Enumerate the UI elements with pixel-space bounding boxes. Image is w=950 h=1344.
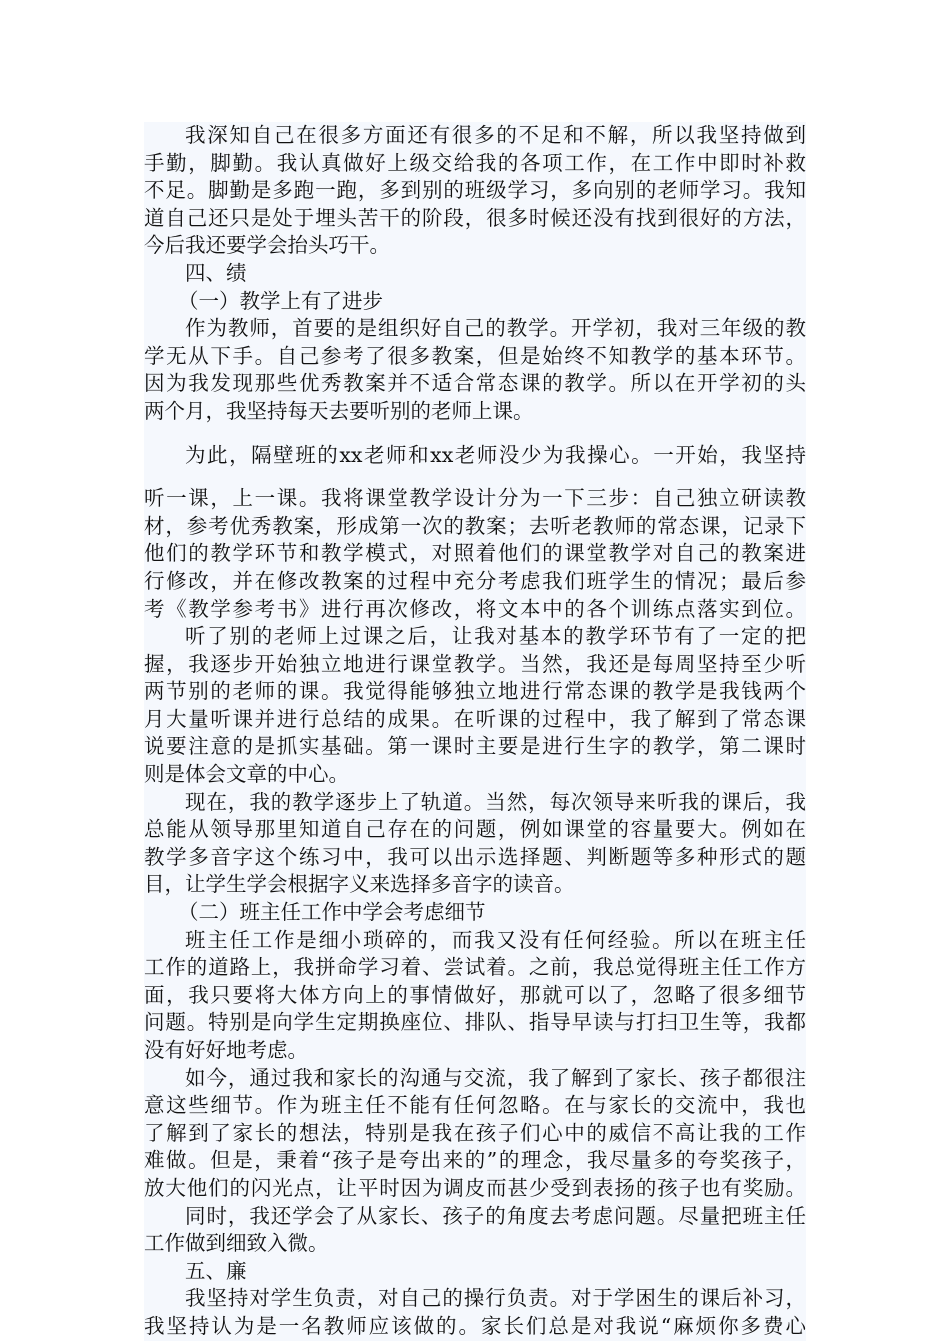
text-line: 材，参考优秀教案，形成第一次的教案；去听老教师的常态课，记录下 — [144, 513, 806, 538]
text-line: 不足。脚勤是多跑一跑，多到别的班级学习，多向别的老师学习。我知 — [144, 178, 806, 203]
text-line: 我坚持对学生负责，对自己的操行负责。对于学困生的课后补习， — [185, 1286, 806, 1311]
text-line: 如今，通过我和家长的沟通与交流，我了解到了家长、孩子都很注 — [185, 1065, 806, 1090]
text-line: 为此，隔壁班的xx老师和xx老师没少为我操心。一开始，我坚持 — [185, 442, 806, 467]
text-line: 放大他们的闪光点，让平时因为调皮而甚少受到表扬的孩子也有奖励。 — [144, 1175, 806, 1200]
text-line: 了解到了家长的想法，特别是我在孩子们心中的威信不高让我的工作 — [144, 1120, 806, 1145]
text-line: 他们的教学环节和教学模式，对照着他们的课堂教学对自己的教案进 — [144, 541, 806, 566]
text-line: 教学多音字这个练习中，我可以出示选择题、判断题等多种形式的题 — [144, 844, 806, 869]
text-line: 今后我还要学会抬头巧干。 — [144, 233, 390, 258]
text-line: 同时，我还学会了从家长、孩子的角度去考虑问题。尽量把班主任 — [185, 1203, 806, 1228]
text-line: 道自己还只是处于埋头苦干的阶段，很多时候还没有找到很好的方法， — [144, 205, 806, 230]
text-line: 四、绩 — [185, 260, 247, 285]
text-line: （一）教学上有了进步 — [178, 288, 383, 313]
text-line: 手勤，脚勤。我认真做好上级交给我的各项工作，在工作中即时补救 — [144, 150, 806, 175]
text-line: 行修改，并在修改教案的过程中充分考虑我们班学生的情况；最后参 — [144, 568, 806, 593]
text-line: 总能从领导那里知道自己存在的问题，例如课堂的容量要大。例如在 — [144, 817, 806, 842]
text-line: 说要注意的是抓实基础。第一课时主要是进行生字的教学，第二课时 — [144, 734, 806, 759]
text-line: 因为我发现那些优秀教案并不适合常态课的教学。所以在开学初的头 — [144, 371, 806, 396]
text-line: 我深知自己在很多方面还有很多的不足和不解，所以我坚持做到 — [185, 123, 806, 147]
text-line: 意这些细节。作为班主任不能有任何忽略。在与家长的交流中，我也 — [144, 1093, 806, 1118]
text-line: 工作的道路上，我拼命学习着、尝试着。之前，我总觉得班主任工作方 — [144, 955, 806, 980]
text-line: 听了别的老师上过课之后，让我对基本的教学环节有了一定的把 — [185, 624, 806, 649]
text-line: （二）班主任工作中学会考虑细节 — [178, 900, 486, 925]
text-line: 作为教师，首要的是组织好自己的教学。开学初，我对三年级的教 — [185, 316, 806, 341]
text-line: 目，让学生学会根据字义来选择多音字的读音。 — [144, 872, 575, 897]
text-line: 听一课，上一课。我将课堂教学设计分为一下三步：自己独立研读教 — [144, 486, 806, 511]
text-line: 面，我只要将大体方向上的事情做好，那就可以了，忽略了很多细节 — [144, 982, 806, 1007]
text-line: 现在，我的教学逐步上了轨道。当然，每次领导来听我的课后，我 — [185, 789, 806, 814]
text-line: 两节别的老师的课。我觉得能够独立地进行常态课的教学是我钱两个 — [144, 679, 806, 704]
text-line: 握，我逐步开始独立地进行课堂教学。当然，我还是每周坚持至少听 — [144, 651, 806, 676]
text-line: 我坚持认为是一名教师应该做的。家长们总是对我说“麻烦你多费心 — [144, 1313, 806, 1338]
text-line: 两个月，我坚持每天去要听别的老师上课。 — [144, 398, 534, 423]
text-line: 没有好好地考虑。 — [144, 1038, 308, 1062]
text-line: 学无从下手。自己参考了很多教案，但是始终不知教学的基本环节。 — [144, 343, 806, 368]
text-line: 工作做到细致入微。 — [144, 1231, 329, 1256]
text-line: 班主任工作是细小琐碎的，而我又没有任何经验。所以在班主任 — [185, 927, 806, 952]
text-line: 问题。特别是向学生定期换座位、排队、指导早读与打扫卫生等，我都 — [144, 1010, 806, 1035]
text-line: 考《教学参考书》进行再次修改，将文本中的各个训练点落实到位。 — [144, 596, 806, 621]
text-line: 难做。但是，秉着“孩子是夸出来的”的理念，我尽量多的夸奖孩子， — [144, 1148, 806, 1173]
text-line: 五、廉 — [185, 1258, 247, 1283]
text-line: 则是体会文章的中心。 — [144, 762, 349, 787]
body-text — [144, 122, 806, 1341]
text-line: 月大量听课并进行总结的成果。在听课的过程中，我了解到了常态课 — [144, 706, 806, 731]
